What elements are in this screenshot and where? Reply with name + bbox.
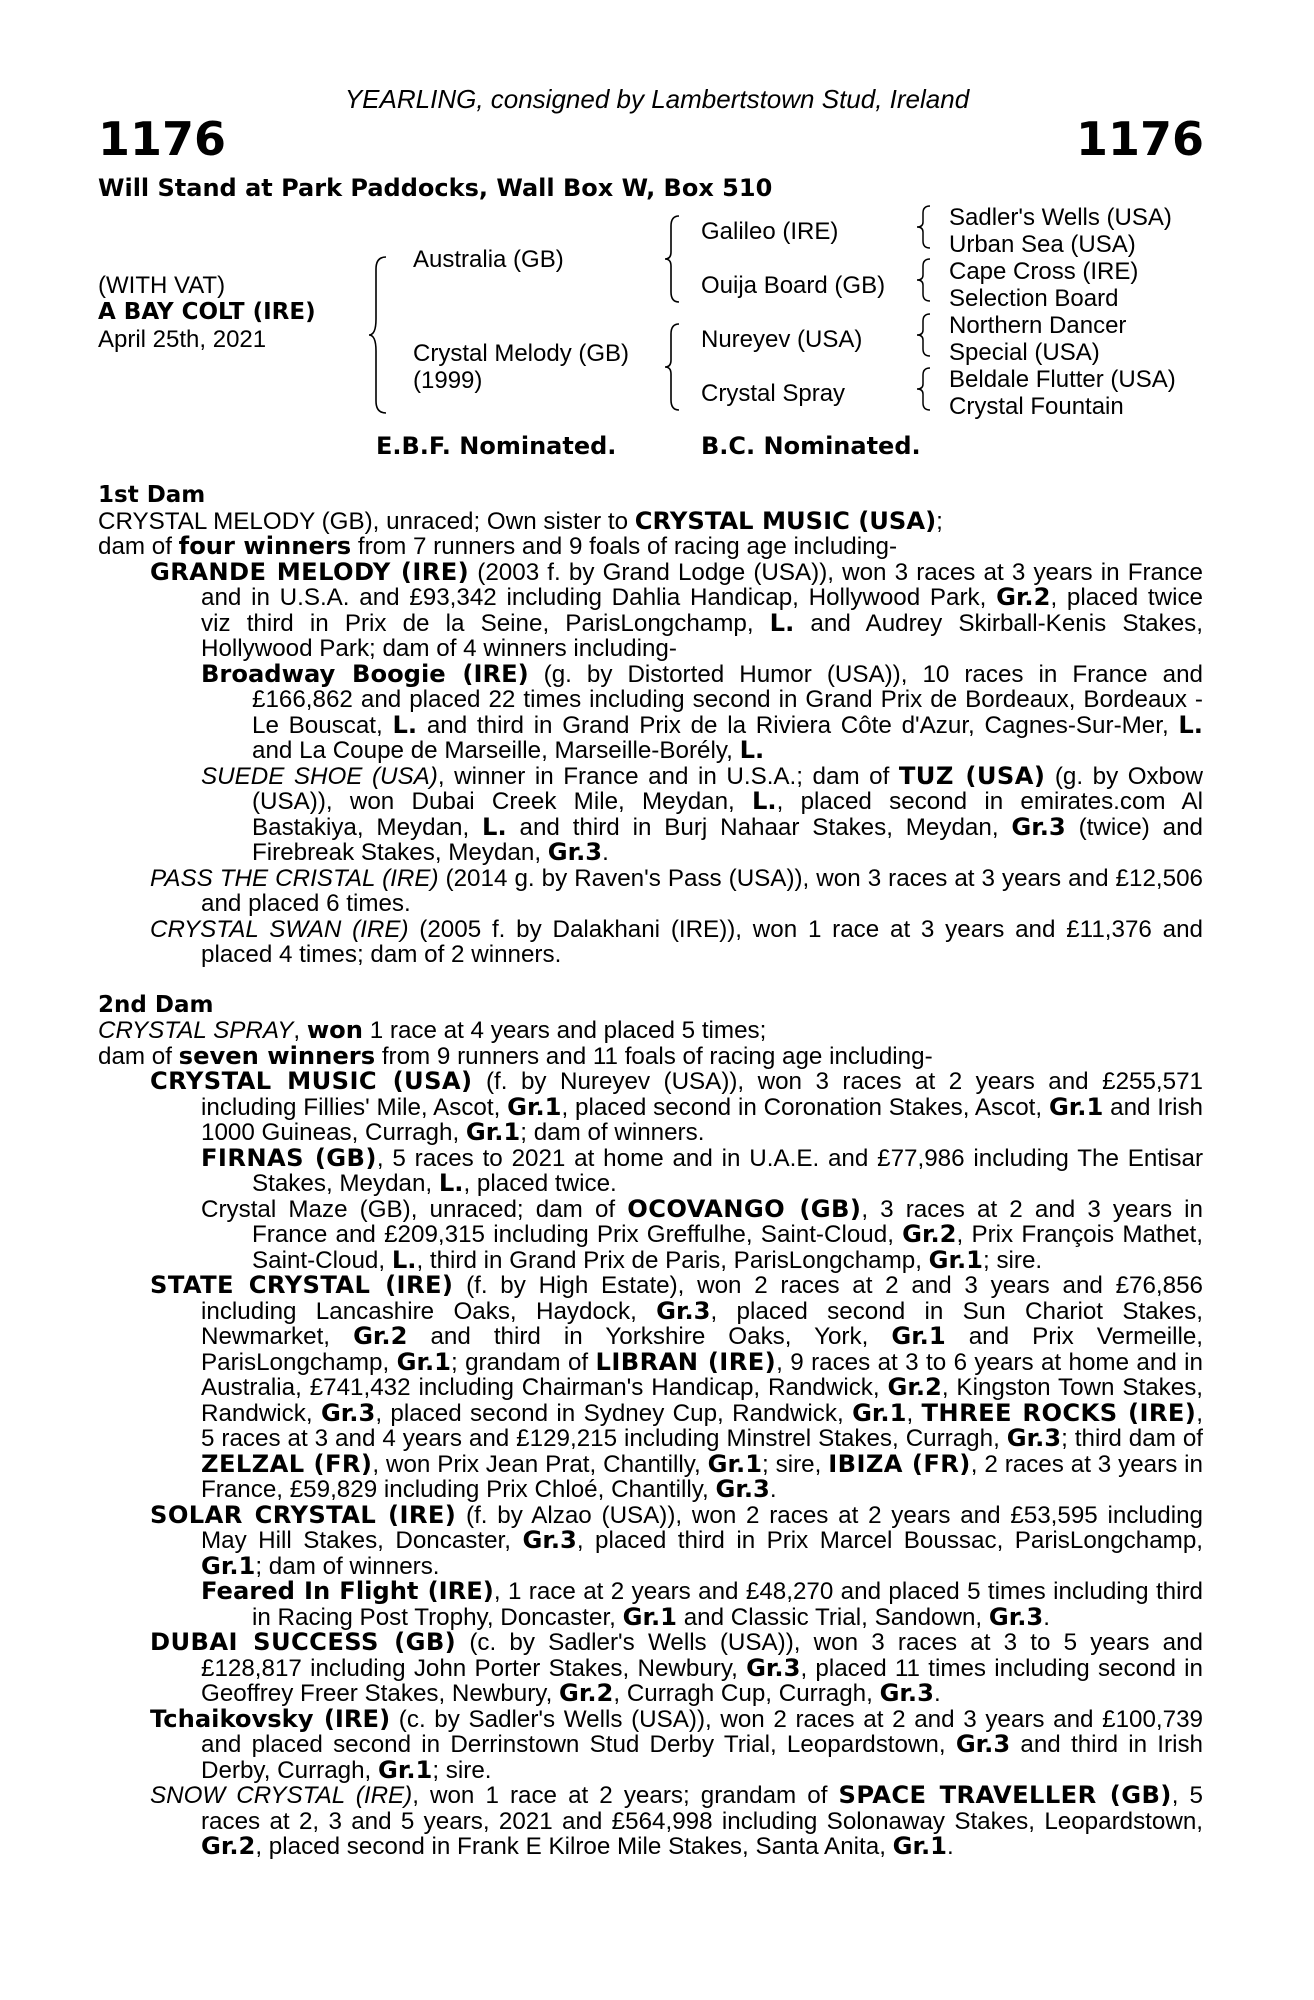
body-text: Crystal Maze (GB), unraced; dam of bbox=[201, 1195, 628, 1223]
pedigree-g4: Selection Board bbox=[949, 285, 1119, 312]
body-text: , placed second in Sun Chariot Stakes, Newmarket, bbox=[201, 1297, 1203, 1350]
emphasis-text: SOLAR CRYSTAL (IRE) bbox=[150, 1500, 457, 1529]
emphasis-text: Gr.1 bbox=[891, 1322, 946, 1350]
body-text: , 1 race at 2 years and £48,270 and placed 5 times including third in Racing Post Trophy, Doncaster, bbox=[252, 1578, 1203, 1631]
pedigree-g2: Urban Sea (USA) bbox=[949, 231, 1136, 258]
body-text: (twice) and Firebreak Stakes, Meydan, bbox=[252, 813, 1204, 866]
vat-note: (WITH VAT) bbox=[98, 272, 226, 299]
body-text: and La Coupe de Marseille, Marseille-Borély, bbox=[252, 737, 740, 764]
pedigree-g7: Beldale Flutter (USA) bbox=[949, 366, 1176, 393]
pedigree-g5: Northern Dancer bbox=[949, 312, 1127, 339]
ebf-nomination: E.B.F. Nominated. bbox=[376, 432, 617, 460]
emphasis-text: L. bbox=[391, 1245, 417, 1274]
body-text: . bbox=[769, 1476, 777, 1503]
pedigree-brace-g4 bbox=[916, 366, 932, 412]
emphasis-text: Tchaikovsky (IRE) bbox=[150, 1704, 391, 1733]
pedigree-brace-sire bbox=[664, 214, 682, 304]
body-text: and third in Yorkshire Oaks, York, bbox=[407, 1323, 892, 1350]
produce-entry bbox=[98, 917, 1203, 968]
emphasis-text: THREE ROCKS (IRE) bbox=[921, 1398, 1197, 1427]
produce-entry bbox=[98, 1273, 1203, 1503]
emphasis-text: LIBRAN (IRE) bbox=[595, 1347, 777, 1376]
pedigree-g1: Sadler's Wells (USA) bbox=[949, 204, 1172, 231]
body-text: , Prix François Mathet, Saint-Cloud, bbox=[252, 1221, 1203, 1274]
body-text: and Prix Vermeille, ParisLongchamp, bbox=[201, 1323, 1204, 1376]
body-text: and third in Irish Derby, Curragh, bbox=[201, 1731, 1203, 1784]
emphasis-text: ZELZAL (FR) bbox=[201, 1449, 373, 1478]
body-text: (g. by Distorted Humor (USA)), 10 races in France and £166,862 and placed 22 times including second in Grand Prix de Bordeaux, Bordeaux - Le Bouscat, bbox=[252, 660, 1203, 739]
body-text: , Curragh Cup, Curragh, bbox=[613, 1680, 880, 1707]
emphasis-text: Gr.1 bbox=[622, 1602, 677, 1631]
body-text: , 5 races to 2021 at home and in U.A.E. and £77,986 including The Entisar Stakes, Meydan, bbox=[252, 1144, 1203, 1197]
body-text: (c. by Sadler's Wells (USA)), won 3 races at 3 to 5 years and £128,817 including John Porter Stakes, Newbury, bbox=[201, 1629, 1203, 1682]
consignment-header: YEARLING, consigned by Lambertstown Stud, Ireland bbox=[344, 84, 970, 114]
emphasis-text: L. bbox=[482, 812, 507, 841]
body-text: , third in Grand Prix de Paris, ParisLongchamp, bbox=[416, 1246, 929, 1274]
body-text: , placed second in Frank E Kilroe Mile Stakes, Santa Anita, bbox=[255, 1833, 893, 1860]
body-text: , bbox=[293, 1017, 307, 1044]
body-text: , won Prix Jean Prat, Chantilly, bbox=[372, 1450, 708, 1478]
emphasis-text: Gr.3 bbox=[656, 1296, 711, 1325]
pedigree-dam-year: (1999) bbox=[413, 367, 483, 394]
emphasis-text: Gr.1 bbox=[707, 1449, 763, 1478]
emphasis-text: Gr.2 bbox=[201, 1832, 256, 1860]
produce-entry bbox=[98, 761, 1204, 866]
body-text: , placed 11 times including second in Geoffrey Freer Stakes, Newbury, bbox=[201, 1654, 1203, 1707]
foaling-date: April 25th, 2021 bbox=[98, 326, 267, 353]
body-text: ; dam of winners. bbox=[255, 1552, 440, 1580]
emphasis-text: PASS THE CRISTAL (IRE) bbox=[150, 864, 439, 892]
produce-entry bbox=[98, 1069, 1203, 1146]
body-text: , placed second in Coronation Stakes, Ascot, bbox=[561, 1093, 1049, 1121]
produce-entry bbox=[98, 1630, 1203, 1707]
emphasis-text: Feared In Flight (IRE) bbox=[201, 1577, 494, 1605]
body-text: , 3 races at 2 and 3 years in France and £209,315 including Prix Greffulhe, Saint-Cloud, bbox=[252, 1195, 1204, 1248]
body-text: , placed twice viz third in Prix de la Seine, ParisLongchamp, bbox=[201, 584, 1204, 637]
body-text: from 7 runners and 9 foals of racing age including- bbox=[351, 533, 898, 560]
body-text: , placed second in Sydney Cup, Randwick, bbox=[375, 1399, 853, 1427]
emphasis-text: CRYSTAL SPRAY bbox=[98, 1017, 294, 1044]
emphasis-text: Broadway Boogie (IRE) bbox=[201, 659, 529, 688]
emphasis-text: Gr.3 bbox=[955, 1730, 1011, 1758]
first-dam-intro bbox=[98, 506, 1203, 560]
produce-entry bbox=[98, 1783, 1203, 1860]
first-dam-entries bbox=[98, 557, 1204, 968]
body-text: , 5 races at 2, 3 and 5 years, 2021 and £564,998 including Solonaway Stakes, Leopardstown, bbox=[201, 1782, 1203, 1835]
produce-entry bbox=[98, 659, 1203, 764]
emphasis-text: Gr.2 bbox=[559, 1679, 614, 1707]
emphasis-text: L. bbox=[752, 787, 777, 815]
body-text: (2005 f. by Dalakhani (IRE)), won 1 race at 3 years and £11,376 and placed 4 times; dam of 2 winners. bbox=[201, 915, 1203, 968]
produce-entry bbox=[98, 866, 1203, 917]
body-text: . bbox=[933, 1680, 941, 1707]
body-text: ; sire. bbox=[983, 1246, 1043, 1274]
second-dam-intro bbox=[98, 1018, 1203, 1069]
pedigree-sire: Australia (GB) bbox=[413, 246, 564, 273]
body-text: from 9 runners and 11 foals of racing age including- bbox=[375, 1042, 933, 1070]
emphasis-text: L. bbox=[1178, 710, 1203, 739]
produce-entry bbox=[98, 557, 1204, 662]
body-text: ; sire. bbox=[432, 1756, 492, 1784]
horse-name: A BAY COLT (IRE) bbox=[98, 299, 316, 325]
emphasis-text: seven winners bbox=[178, 1041, 376, 1070]
body-text: (2014 g. by Raven's Pass (USA)), won 3 races at 3 years and £12,506 and placed 6 times. bbox=[201, 864, 1203, 917]
body-text: (f. by High Estate), won 2 races at 2 and 3 years and £76,856 including Lancashire Oaks, Haydock, bbox=[201, 1272, 1204, 1325]
bc-nomination: B.C. Nominated. bbox=[701, 432, 921, 460]
body-text: dam of bbox=[98, 1042, 179, 1070]
emphasis-text: Gr.1 bbox=[201, 1551, 256, 1580]
emphasis-text: Gr.1 bbox=[1048, 1092, 1104, 1121]
emphasis-text: SNOW CRYSTAL (IRE) bbox=[150, 1782, 413, 1809]
emphasis-text: OCOVANGO (GB) bbox=[627, 1194, 862, 1223]
emphasis-text: CRYSTAL SWAN (IRE) bbox=[150, 915, 409, 943]
emphasis-text: FIRNAS (GB) bbox=[201, 1143, 377, 1172]
body-text: ; third dam of bbox=[1061, 1425, 1203, 1452]
emphasis-text: SUEDE SHOE (USA) bbox=[201, 762, 438, 790]
body-text: and Classic Trial, Sandown, bbox=[676, 1603, 989, 1631]
pedigree-sire-dam: Ouija Board (GB) bbox=[701, 272, 886, 299]
produce-entry bbox=[98, 1194, 1204, 1274]
emphasis-text: Gr.2 bbox=[353, 1322, 408, 1350]
emphasis-text: L. bbox=[739, 736, 765, 764]
emphasis-text: Gr.3 bbox=[879, 1679, 934, 1707]
pedigree-sire-sire: Galileo (IRE) bbox=[701, 218, 839, 245]
emphasis-text: Gr.3 bbox=[715, 1475, 770, 1503]
body-text: (2003 f. by Grand Lodge (USA)), won 3 races at 3 years in France and in U.S.A. and £93,342 including Dahlia Handicap, Hollywood Park, bbox=[201, 558, 1204, 611]
body-text: ; grandam of bbox=[450, 1348, 596, 1376]
body-text: , 2 races at 3 years in France, £59,829 including Prix Chloé, Chantilly, bbox=[201, 1450, 1203, 1503]
pedigree-dam: Crystal Melody (GB) bbox=[413, 340, 630, 367]
body-text: 1 race at 4 years and placed 5 times; bbox=[363, 1017, 767, 1044]
body-text: , Kingston Town Stakes, Randwick, bbox=[201, 1374, 1204, 1427]
body-text: . bbox=[602, 839, 609, 866]
body-text: (f. by Alzao (USA)), won 2 races at 2 years and £53,595 including May Hill Stakes, Doncaster, bbox=[201, 1501, 1203, 1554]
emphasis-text: Gr.1 bbox=[892, 1832, 947, 1860]
emphasis-text: TUZ (USA) bbox=[898, 761, 1046, 790]
emphasis-text: STATE CRYSTAL (IRE) bbox=[150, 1271, 454, 1299]
produce-entry bbox=[98, 1579, 1203, 1630]
lot-number-left: 1176 bbox=[98, 112, 227, 166]
emphasis-text: Gr.3 bbox=[522, 1526, 577, 1554]
emphasis-text: L. bbox=[392, 710, 418, 739]
produce-entry bbox=[98, 1143, 1203, 1197]
body-text: , bbox=[906, 1399, 922, 1427]
emphasis-text: Gr.1 bbox=[928, 1245, 983, 1274]
first-dam-heading: 1st Dam bbox=[98, 482, 206, 508]
emphasis-text: Gr.3 bbox=[988, 1602, 1044, 1631]
pedigree-brace-g2 bbox=[916, 257, 932, 303]
pedigree-brace-g1 bbox=[916, 204, 932, 250]
body-text: . bbox=[947, 1833, 954, 1860]
emphasis-text: GRANDE MELODY (IRE) bbox=[150, 557, 470, 586]
second-dam-heading: 2nd Dam bbox=[98, 991, 214, 1018]
body-text: and Audrey Skirball-Kenis Stakes, Hollywood Park; dam of 4 winners including- bbox=[201, 609, 1203, 662]
body-text: , placed twice. bbox=[463, 1170, 617, 1197]
emphasis-text: Gr.3 bbox=[1006, 1424, 1062, 1452]
pedigree-g8: Crystal Fountain bbox=[949, 393, 1124, 420]
body-text: dam of bbox=[98, 533, 179, 560]
pedigree-g3: Cape Cross (IRE) bbox=[949, 258, 1139, 285]
body-text: and third in Grand Prix de la Riviera Côte d'Azur, Cagnes-Sur-Mer, bbox=[417, 711, 1179, 739]
body-text: , winner in France and in U.S.A.; dam of bbox=[437, 762, 899, 790]
pedigree-brace-dam bbox=[664, 322, 682, 412]
pedigree-brace-g3 bbox=[916, 312, 932, 358]
emphasis-text: Gr.3 bbox=[1011, 812, 1066, 841]
body-text: (g. by Oxbow (USA)), won Dubai Creek Mile, Meydan, bbox=[252, 762, 1203, 815]
catalogue-body bbox=[98, 483, 1203, 1860]
body-text: ; sire, bbox=[762, 1450, 829, 1478]
emphasis-text: Gr.2 bbox=[996, 583, 1051, 611]
emphasis-text: Gr.2 bbox=[902, 1220, 957, 1248]
body-text: (f. by Nureyev (USA)), won 3 races at 2 years and £255,571 including Fillies' Mile, Ascot, bbox=[201, 1068, 1204, 1121]
body-text: , placed third in Prix Marcel Boussac, ParisLongchamp, bbox=[576, 1527, 1203, 1554]
body-text: and third in Burj Nahaar Stakes, Meydan, bbox=[506, 813, 1012, 841]
emphasis-text: won bbox=[306, 1016, 363, 1044]
body-text: (c. by Sadler's Wells (USA)), won 2 races at 2 and 3 years and £100,739 and placed second in Derrinstown Stud Derby Trial, Leopardstown, bbox=[201, 1705, 1204, 1758]
emphasis-text: Gr.1 bbox=[378, 1755, 433, 1784]
body-text: ; bbox=[936, 507, 943, 535]
pedigree-brace-main bbox=[368, 255, 390, 415]
emphasis-text: CRYSTAL MUSIC (USA) bbox=[150, 1067, 473, 1095]
body-text: . bbox=[1043, 1603, 1050, 1631]
body-text: and Irish 1000 Guineas, Curragh, bbox=[201, 1093, 1203, 1146]
pedigree-dam-dam: Crystal Spray bbox=[701, 380, 846, 407]
emphasis-text: DUBAI SUCCESS (GB) bbox=[150, 1628, 457, 1656]
body-text: CRYSTAL MELODY (GB), unraced; Own sister to bbox=[98, 507, 635, 535]
body-text: , 9 races at 3 to 6 years at home and in Australia, £741,432 including Chairman's Handicap, Randwick, bbox=[201, 1348, 1203, 1401]
emphasis-text: L. bbox=[769, 608, 795, 637]
emphasis-text: four winners bbox=[178, 532, 352, 560]
emphasis-text: Gr.1 bbox=[852, 1398, 907, 1427]
emphasis-text: Gr.3 bbox=[547, 838, 603, 866]
produce-entry bbox=[98, 1500, 1203, 1580]
emphasis-text: Gr.3 bbox=[746, 1653, 801, 1682]
emphasis-text: Gr.1 bbox=[465, 1118, 521, 1146]
body-text: , placed second in emirates.com Al Bastakiya, Meydan, bbox=[252, 788, 1203, 841]
emphasis-text: CRYSTAL MUSIC (USA) bbox=[634, 506, 937, 535]
emphasis-text: L. bbox=[438, 1169, 464, 1197]
emphasis-text: SPACE TRAVELLER (GB) bbox=[838, 1781, 1172, 1809]
stand-location: Will Stand at Park Paddocks, Wall Box W, Box 510 bbox=[98, 174, 773, 202]
emphasis-text: Gr.1 bbox=[507, 1092, 562, 1121]
body-text: , won 1 race at 2 years; grandam of bbox=[412, 1782, 839, 1809]
pedigree-dam-sire: Nureyev (USA) bbox=[701, 326, 863, 353]
emphasis-text: Gr.1 bbox=[396, 1347, 451, 1376]
second-dam-entries bbox=[98, 1069, 1203, 1860]
body-text: ; dam of winners. bbox=[520, 1119, 705, 1146]
pedigree-g6: Special (USA) bbox=[949, 339, 1100, 366]
emphasis-text: Gr.3 bbox=[320, 1398, 376, 1427]
emphasis-text: IBIZA (FR) bbox=[828, 1449, 971, 1478]
body-text: , 5 races at 3 and 4 years and £129,215 including Minstrel Stakes, Curragh, bbox=[201, 1399, 1203, 1452]
emphasis-text: Gr.2 bbox=[887, 1373, 942, 1401]
produce-entry bbox=[98, 1704, 1204, 1784]
lot-number-right: 1176 bbox=[1075, 112, 1204, 166]
